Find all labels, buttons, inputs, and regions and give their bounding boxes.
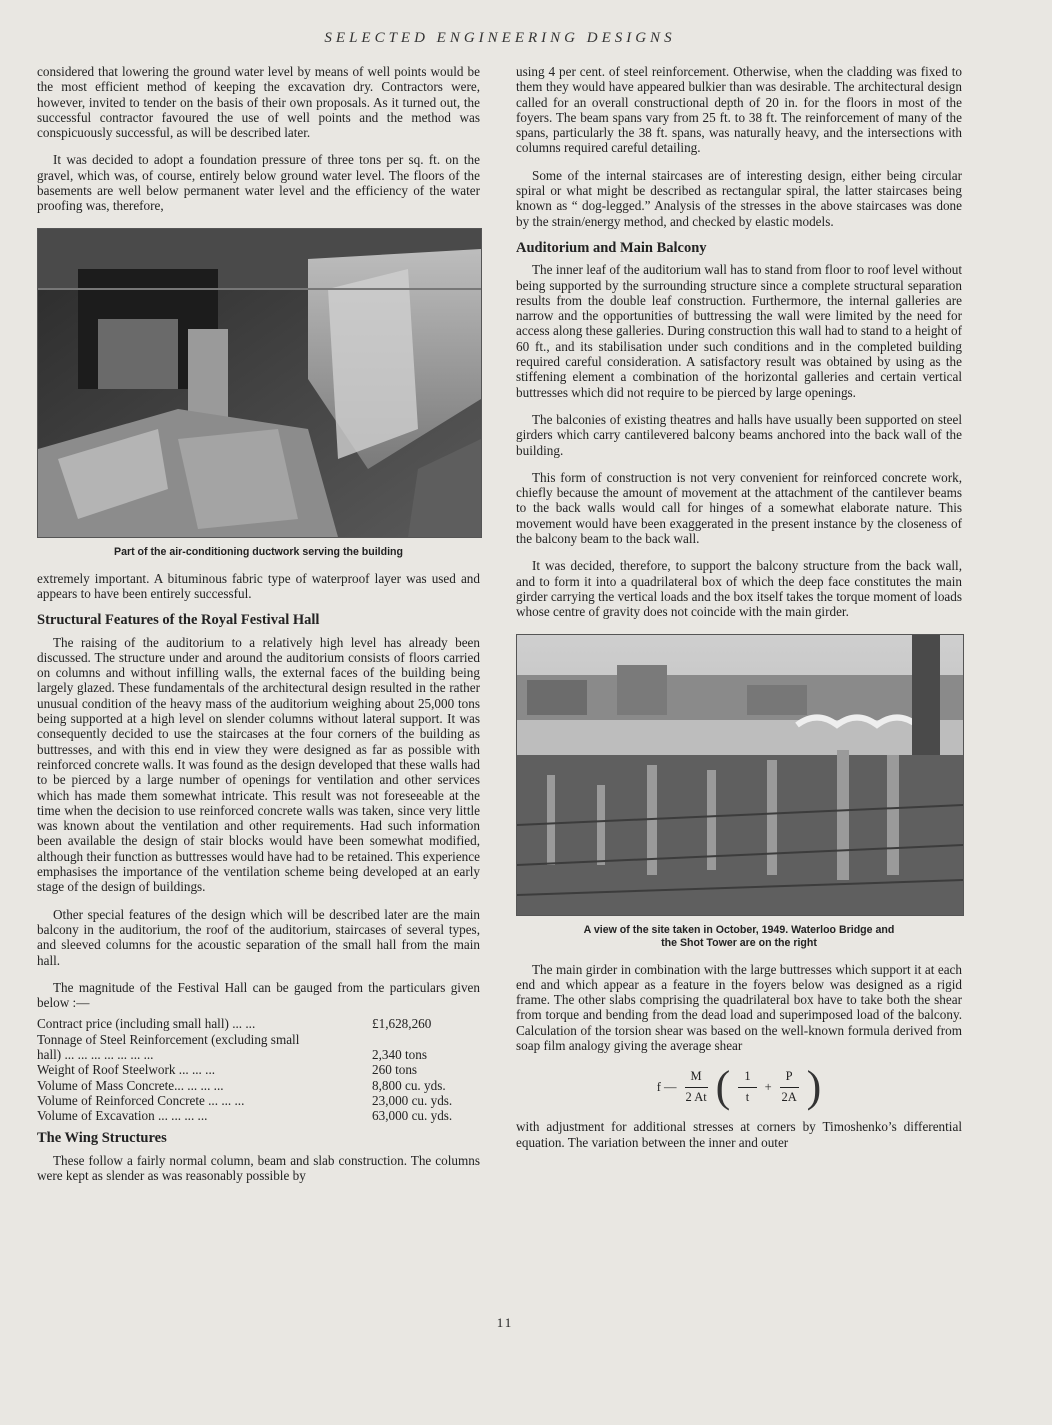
paragraph: using 4 per cent. of steel reinforcement. Otherwise, when the cladding was fixed to them they would have appeared bulkier than was desirable. The architectural design called for an overall constructional depth of 20 in. for the floors in most of the foyers. The beam spans vary from 25 ft. to 38 ft. The reinforcement of many of the spans, particularly the 38 ft. spans, was naturally heavy, and the intersections with columns required careful detailing. [516, 64, 962, 156]
paragraph: The main girder in combination with the large buttresses which support it at each end and which appear as a feature in the foyers below was designed as a rigid frame. The other slabs comprising the quadrilateral box have to take both the shear from torque and bending from the dead load and superimposed load of the balcony. Calculation of the torsion shear was based on the well-known formula derived from soap film analogy giving the average shear [516, 961, 962, 1053]
paragraph: This form of construction is not very convenient for reinforced concrete work, chiefly because the amount of movement at the attachment of the cantilever beams to the back walls would call for hinges of a somewhat elaborate nature. This movement would have been exaggerated in the present instance by the closeness of the balcony beam to the back wall. [516, 469, 962, 547]
running-header: SELECTED ENGINEERING DESIGNS [324, 30, 676, 46]
paragraph: Other special features of the design which will be described later are the main balcony in the auditorium, the roof of the auditorium, staircases of several types, and sleeved columns for the acoustic separation of the small hall from the main hall. [37, 906, 480, 968]
paragraph: The balconies of existing theatres and halls have usually been supported on steel girders which carry cantilevered balcony beams anchored into the back wall of the building. [516, 411, 962, 458]
right-column [516, 64, 962, 1162]
paragraph: with adjustment for additional stresses at corners by Timoshenko’s differential equation. The variation between the inner and outer [516, 1119, 962, 1150]
formula-numerator: 1 [738, 1069, 756, 1087]
ductwork-photo [37, 228, 482, 538]
table-row [37, 1108, 480, 1123]
section-heading: The Wing Structures [37, 1130, 167, 1147]
spec-label: Contract price (including small hall) ... ... [37, 1016, 256, 1032]
section-heading: Structural Features of the Royal Festival Hall [37, 612, 320, 629]
page-number: 11 [496, 1315, 514, 1330]
paragraph: It was decided, therefore, to support the balcony structure from the back wall, and to form it into a quadrilateral box of which the deep face constitutes the main girder carrying the vertical loads and the box itself takes the torque moment of loads whose centre of gravity does not coincide with the main girder. [516, 558, 962, 620]
site-photo-image [517, 635, 963, 915]
photo-caption: Part of the air-conditioning ductwork serving the building [114, 545, 403, 558]
formula-numerator: M [685, 1069, 708, 1087]
paragraph: extremely important. A bituminous fabric type of waterproof layer was used and appears to have been entirely successful. [37, 570, 480, 601]
table-row [37, 1047, 480, 1062]
paragraph: considered that lowering the ground water level by means of well points would be the most efficient method of keeping the excavation dry. Contractors were, however, invited to tender on the basis of their own proposals. As it turned out, the successful contractor favoured the use of well points and the method was conspicuously successful, as will be described later. [37, 64, 480, 141]
table-row [37, 1032, 480, 1047]
formula-denominator: 2 At [685, 1089, 707, 1104]
paragraph: The inner leaf of the auditorium wall has to stand from floor to roof level without being supported by the surrounding structure since a complete structural separation results from the double leaf construction. Furthermore, the internal galleries are narrow and the opportunities of buttressing the wall were limited by the need for access along these galleries. During construction this wall had to stand to a height of 60 ft., and its stabilisation under such conditions and in the completed building required careful consideration. A satisfactory result was obtained by using as the stiffening element a combination of the horizontal galleries and certain vertical buttresses which did not require to be pierced by large openings. [516, 262, 962, 400]
table-row [37, 1078, 480, 1093]
site-photo [516, 634, 964, 916]
ductwork-photo-image [38, 229, 481, 537]
right-paren: ) [806, 1062, 822, 1112]
photo-caption-line: A view of the site taken in October, 1949. Waterloo Bridge and [583, 923, 895, 936]
left-paren: ( [715, 1062, 731, 1112]
formula-fraction [738, 1069, 756, 1105]
spec-value: £1,628,260 [372, 1016, 432, 1032]
formula-fraction [780, 1069, 799, 1105]
photo-caption-line: the Shot Tower are on the right [661, 936, 817, 949]
table-row [37, 1062, 480, 1077]
formula-numerator: P [780, 1069, 799, 1087]
torsion-formula [516, 1062, 962, 1112]
spec-label: Volume of Excavation ... ... ... ... [37, 1108, 208, 1124]
spec-value: 23,000 cu. yds. [372, 1092, 453, 1108]
table-row [37, 1093, 480, 1108]
paragraph: Some of the internal staircases are of interesting design, either being circular spiral or what might be described as rectangular spiral, the latter staircases being known as “ dog-legged.” Analysis of the stresses in the above staircases was done by the strain/energy method, and checked by elastic models. [516, 167, 962, 229]
formula-lhs: f — [656, 1079, 677, 1094]
formula-denominator: 2A [781, 1089, 797, 1104]
photo-caption [516, 924, 962, 950]
spec-value: 260 tons [372, 1062, 418, 1078]
spec-value: 2,340 tons [372, 1046, 427, 1062]
table-row [37, 1016, 480, 1031]
spec-label: Volume of Reinforced Concrete ... ... ... [37, 1092, 245, 1108]
paragraph: The raising of the auditorium to a relatively high level has already been discussed. The structure under and around the auditorium consists of floors carried on columns and without infilling walls, the external faces of the building being largely glazed. These fundamentals of the architectural design resulted in the rather unusual condition of the heavy mass of the auditorium weighing about 25,000 tons being supported at a high level on slender columns without lateral support. It was consequently decided to use the staircases at the four corners of the building as buttresses, and with this end in view they were designed as far as possible with reinforced concrete walls. It was found as the design developed that these walls had to be pierced by a large number of openings for ventilation and other services which has made them somewhat intricate. This result was not foreseeable at the time when the decision to use reinforced concrete walls was taken, since very little was known about the ventilation and other requirements. Had such information been available the design of stair blocks would have been somewhat modified, although their function as buttresses would have had to be retained. This experience emphasises the importance of the ventilation scheme being developed at an early stage of the design of buildings. [37, 634, 480, 895]
spec-label: Tonnage of Steel Reinforcement (excluding small [37, 1031, 300, 1047]
paragraph: These follow a fairly normal column, beam and slab construction. The columns were kept as slender as was reasonably possible by [37, 1152, 480, 1184]
left-column [37, 64, 480, 1195]
spec-label: hall) ... ... ... ... ... ... ... [37, 1046, 154, 1062]
spec-label: Volume of Mass Concrete... ... ... ... [37, 1077, 224, 1093]
section-heading: Auditorium and Main Balcony [516, 239, 707, 256]
formula-fraction [685, 1069, 708, 1105]
paragraph: The magnitude of the Festival Hall can be gauged from the particulars given below :— [37, 979, 480, 1011]
formula-plus: + [764, 1079, 772, 1094]
paragraph: It was decided to adopt a foundation pressure of three tons per sq. ft. on the gravel, which was, of course, entirely below ground water level. The floors of the basements are well below permanent water level and the efficiency of the water proofing was, therefore, [37, 152, 480, 214]
spec-value: 8,800 cu. yds. [372, 1077, 446, 1093]
formula-denominator: t [745, 1089, 750, 1104]
spec-label: Weight of Roof Steelwork ... ... ... [37, 1062, 216, 1078]
spec-value: 63,000 cu. yds. [372, 1108, 453, 1124]
specs-table [37, 1016, 480, 1123]
